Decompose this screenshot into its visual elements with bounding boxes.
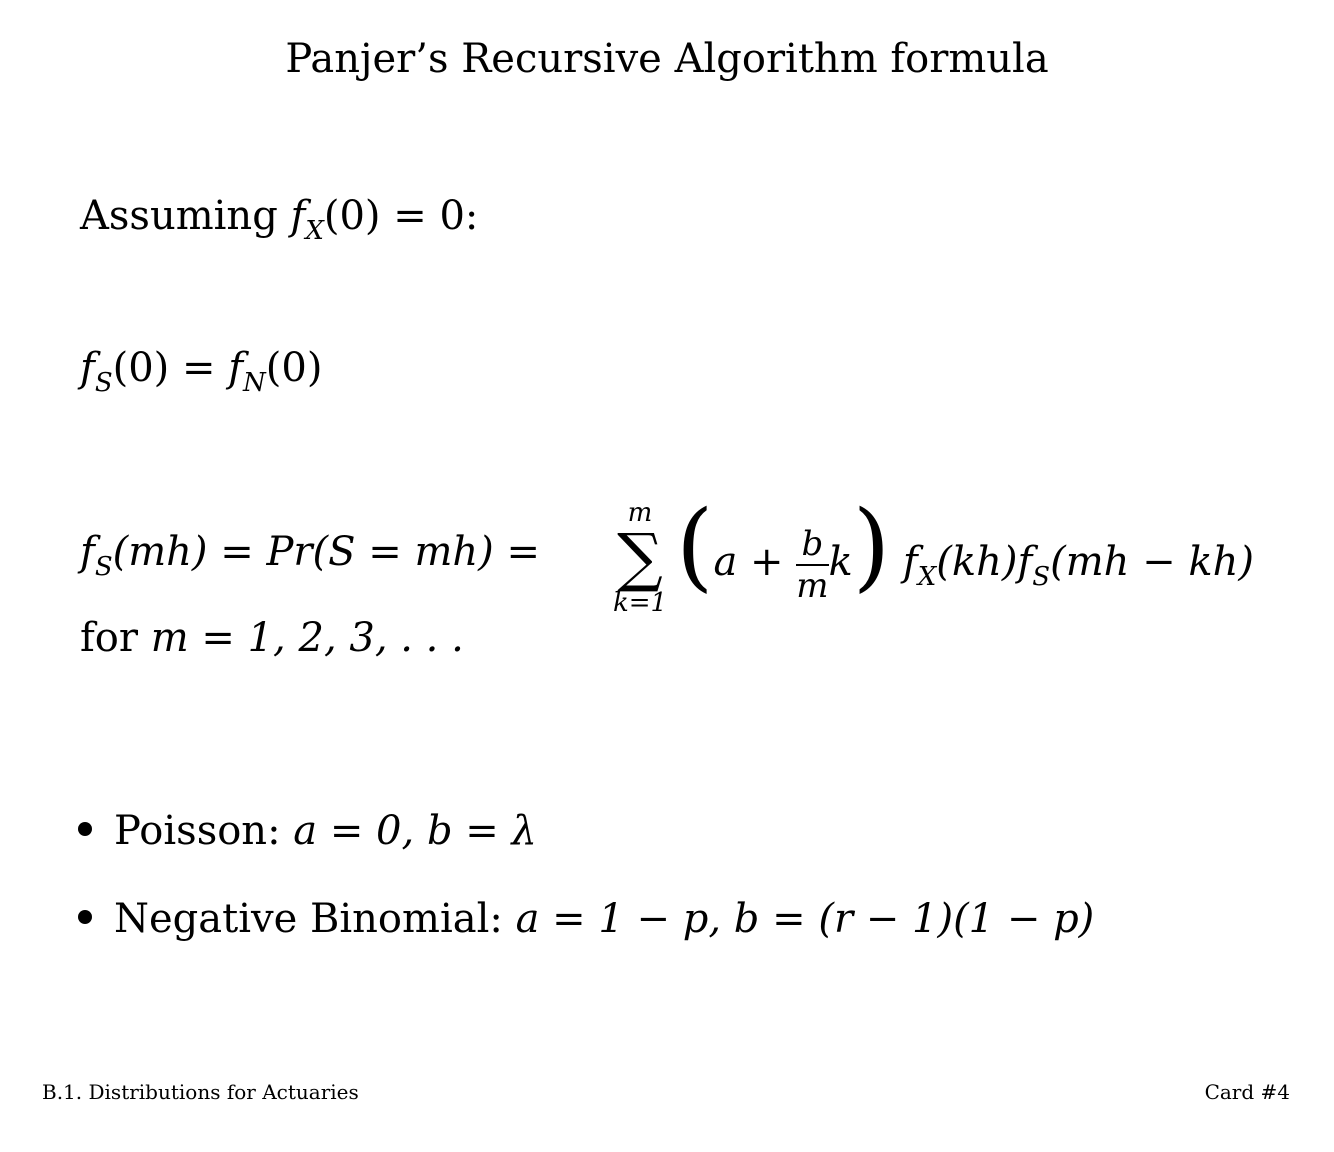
bullet-label: Negative Binomial: <box>114 896 503 942</box>
base-lhs-sub: S <box>94 368 113 398</box>
term-k: k <box>828 539 853 585</box>
bullet-poisson <box>78 808 537 854</box>
fraction-b-over-m <box>796 524 828 606</box>
for-formula: m = 1, 2, 3, . . . <box>150 615 464 661</box>
frac-denominator: m <box>796 566 829 606</box>
bullet-dot-icon <box>78 822 92 836</box>
bullet-formula: a = 1 − p, b = (r − 1)(1 − p) <box>515 896 1095 942</box>
sum-lower-limit: k=1 <box>612 588 668 618</box>
bullet-label: Poisson: <box>114 808 281 854</box>
assumption-f: f <box>290 193 306 239</box>
tail-arg2: (mh − kh) <box>1050 539 1254 585</box>
bullet-negative-binomial <box>78 896 1094 942</box>
base-rhs-sub: N <box>243 368 266 398</box>
assumption-sub: X <box>305 216 324 246</box>
tail-f2: f <box>1017 539 1033 585</box>
summation <box>600 498 680 618</box>
base-lhs-rest: (0) = <box>112 345 229 391</box>
bullet-dot-icon <box>78 910 92 924</box>
footer-section: B.1. Distributions for Actuaries <box>42 1080 359 1104</box>
tail-f1: f <box>902 539 918 585</box>
tail-sub2: S <box>1032 562 1051 592</box>
assumption-line <box>80 192 478 245</box>
paren-close: ) <box>852 490 891 602</box>
base-rhs-rest: (0) <box>265 345 323 391</box>
for-text: for <box>80 615 139 661</box>
rec-lhs-sub: S <box>94 552 113 582</box>
rec-lhs-arg: (mh) = Pr(S = mh) = <box>112 529 540 575</box>
rec-lhs-f: f <box>80 529 95 575</box>
footer-card-number: Card #4 <box>1204 1080 1290 1104</box>
recursion-rhs <box>676 482 1254 627</box>
frac-numerator: b <box>796 524 828 566</box>
sum-symbol: ∑ <box>617 521 663 595</box>
recursion-lhs <box>80 528 540 581</box>
term-a-plus: a + <box>713 539 797 585</box>
assumption-text: Assuming <box>80 193 278 239</box>
assumption-rest: (0) = 0: <box>323 193 479 239</box>
tail-sub1: X <box>917 562 937 592</box>
base-lhs-f: f <box>80 345 95 391</box>
base-rhs-f: f <box>228 345 244 391</box>
for-line <box>80 614 464 662</box>
sum-upper-limit: m <box>627 498 653 528</box>
tail-arg1: (kh) <box>936 539 1018 585</box>
paren-open: ( <box>676 490 714 602</box>
page-title: Panjer’s Recursive Algorithm formula <box>285 36 1049 82</box>
base-case-formula <box>80 344 322 397</box>
bullet-formula: a = 0, b = λ <box>293 808 537 854</box>
